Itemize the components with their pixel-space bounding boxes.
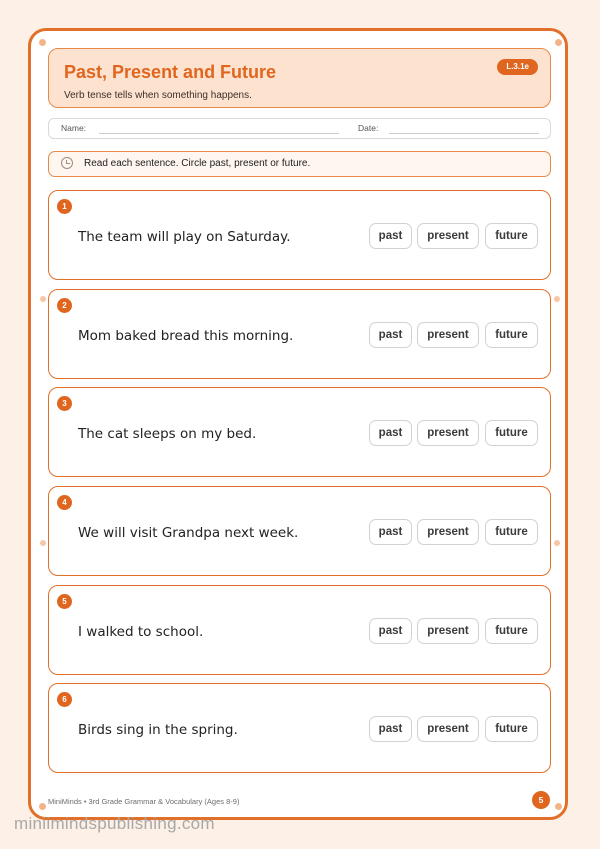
question-sentence: We will visit Grandpa next week. xyxy=(78,525,299,541)
option-present-button[interactable]: present xyxy=(417,223,479,249)
decor-dot xyxy=(40,540,46,546)
decor-dot xyxy=(554,296,560,302)
question-sentence: Mom baked bread this morning. xyxy=(78,328,294,344)
option-past-button[interactable]: past xyxy=(369,519,412,545)
question-card xyxy=(48,190,551,280)
question-number-badge: 1 xyxy=(57,199,72,214)
question-sentence: The cat sleeps on my bed. xyxy=(78,426,257,442)
name-label: Name: xyxy=(61,123,87,133)
question-number-badge: 4 xyxy=(57,495,72,510)
clock-icon xyxy=(61,157,73,169)
option-future-button[interactable]: future xyxy=(485,618,538,644)
standard-code-badge: L.3.1e xyxy=(497,59,538,75)
corner-dot-top-left xyxy=(39,39,46,46)
question-card xyxy=(48,486,551,576)
option-present-button[interactable]: present xyxy=(417,420,479,446)
option-past-button[interactable]: past xyxy=(369,716,412,742)
option-future-button[interactable]: future xyxy=(485,223,538,249)
title-banner xyxy=(48,48,551,108)
instructions-text: Read each sentence. Circle past, present or future. xyxy=(84,158,311,169)
option-past-button[interactable]: past xyxy=(369,322,412,348)
question-number-badge: 3 xyxy=(57,396,72,411)
name-field[interactable] xyxy=(99,133,339,134)
question-card xyxy=(48,585,551,675)
corner-dot-bottom-right xyxy=(555,803,562,810)
question-card xyxy=(48,289,551,379)
page-number-badge: 5 xyxy=(532,791,550,809)
option-past-button[interactable]: past xyxy=(369,420,412,446)
question-sentence: Birds sing in the spring. xyxy=(78,722,238,738)
decor-dot xyxy=(554,540,560,546)
corner-dot-bottom-left xyxy=(39,803,46,810)
question-number-badge: 2 xyxy=(57,298,72,313)
question-card xyxy=(48,683,551,773)
option-future-button[interactable]: future xyxy=(485,519,538,545)
question-number-badge: 5 xyxy=(57,594,72,609)
question-number-badge: 6 xyxy=(57,692,72,707)
question-sentence: The team will play on Saturday. xyxy=(78,229,291,245)
question-card xyxy=(48,387,551,477)
question-sentence: I walked to school. xyxy=(78,624,204,640)
instructions-box xyxy=(48,151,551,177)
date-field[interactable] xyxy=(389,133,539,134)
option-past-button[interactable]: past xyxy=(369,223,412,249)
option-future-button[interactable]: future xyxy=(485,420,538,446)
option-future-button[interactable]: future xyxy=(485,322,538,348)
name-date-bar xyxy=(48,118,551,139)
date-label: Date: xyxy=(358,123,379,133)
option-present-button[interactable]: present xyxy=(417,716,479,742)
corner-dot-top-right xyxy=(555,39,562,46)
option-present-button[interactable]: present xyxy=(417,618,479,644)
page-title: Past, Present and Future xyxy=(64,62,277,82)
decor-dot xyxy=(40,296,46,302)
page-subtitle: Verb tense tells when something happens. xyxy=(64,90,252,101)
option-future-button[interactable]: future xyxy=(485,716,538,742)
option-past-button[interactable]: past xyxy=(369,618,412,644)
option-present-button[interactable]: present xyxy=(417,519,479,545)
footer-series: MiniMinds • 3rd Grade Grammar & Vocabulary (Ages 8-9) xyxy=(48,797,240,806)
option-present-button[interactable]: present xyxy=(417,322,479,348)
watermark: miniimindspublishing.com xyxy=(14,814,215,833)
